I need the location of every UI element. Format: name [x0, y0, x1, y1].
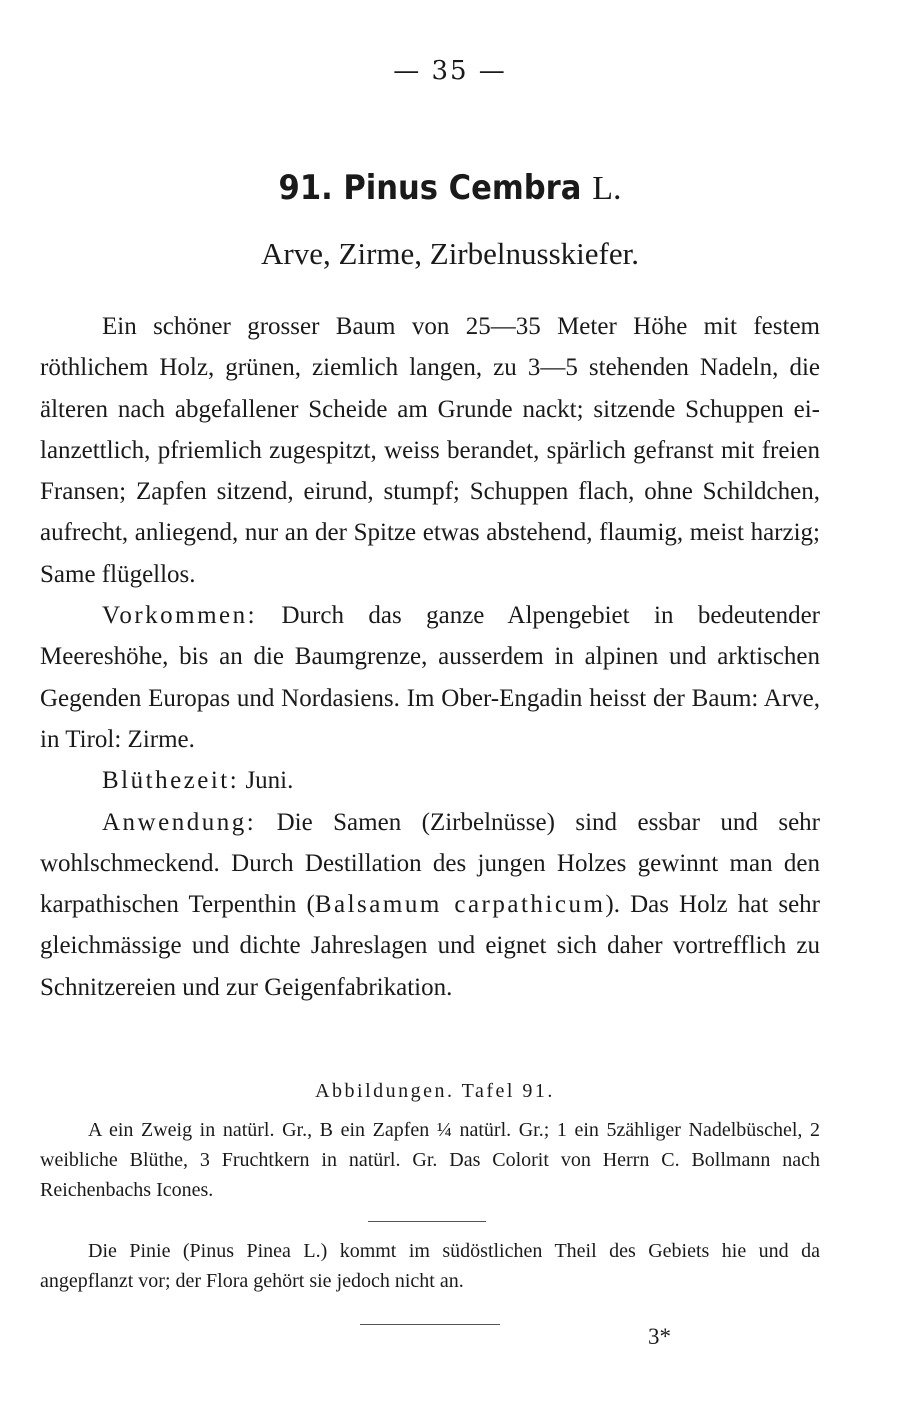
figures-text-1: A ein Zweig in natürl. Gr., B ein Zapfen	[88, 1119, 437, 1141]
usage-latin-name: Balsamum carpathicum	[314, 891, 606, 919]
usage-paragraph	[40, 802, 820, 1008]
usage-text-2: ). Das Holz hat sehr gleichmässige und dichte Jahreslagen und eignet sich daher vortrefflich zu Schnitzereien und zur Geigenfabrikation.	[40, 891, 821, 1001]
page-number: — 35 —	[393, 56, 507, 86]
divider-rule	[368, 1221, 486, 1222]
divider-rule-bottom	[360, 1324, 500, 1325]
usage-text-1: Die Samen (Zirbelnüsse) sind essbar und sehr wohlschmeckend. Durch Destillation des jungen Holzes gewinnt man den karpathischen Terpenthin (	[40, 808, 821, 919]
figures-caption-text	[40, 1115, 820, 1205]
description-paragraph: Ein schöner grosser Baum von 25—35 Meter Höhe mit festem röthlichem Holz, grünen, ziemlich langen, zu 3—5 stehenden Nadeln, die älteren nach abgefallener Scheide am Grunde nackt; sitzende Schuppen ei-lanzettlich, pfriemlich zugespitzt, weiss berandet, spärlich gefranst mit freien Fransen; Zapfen sitzend, eirund, stumpf; Schuppen flach, ohne Schildchen, aufrecht, anliegend, nur an der Spitze etwas abstehend, flaumig, meist harzig; Same flügellos.	[40, 313, 820, 588]
usage-label: Anwendung:	[102, 808, 257, 836]
figures-caption	[40, 1115, 820, 1205]
occurrence-paragraph	[40, 595, 820, 760]
occurrence-label: Vorkommen:	[102, 602, 258, 630]
species-title	[0, 168, 900, 208]
footnote-text: Die Pinie (Pinus Pinea L.) kommt im südöstlichen Theil des Gebiets hie und da angepflanzt vor; der Flora gehört sie jedoch nicht an.	[40, 1240, 820, 1292]
figures-text-2: natürl. Gr.; 1 ein 5zähliger Nadelbüschel, 2 weibliche Blüthe, 3 Fruchtkern in natürl. Gr. Das Colorit von Herrn C. Bollmann nach Reichenbachs Icones.	[40, 1119, 820, 1201]
signature-mark: 3*	[648, 1324, 671, 1349]
footnote	[40, 1236, 820, 1296]
figures-fraction: ¼	[436, 1119, 452, 1141]
common-names: Arve, Zirme, Zirbelnusskiefer.	[261, 236, 639, 271]
figures-title: Abbildungen. Tafel 91.	[315, 1080, 555, 1102]
occurrence-text: Durch das ganze Alpengebiet in bedeutender Meereshöhe, bis an die Baumgrenze, ausserdem in alpinen und arktischen Gegenden Europas und Nordasiens. Im Ober-Engadin heisst der Baum: Arve, in Tirol: Zirme.	[40, 602, 820, 753]
flowering-text: Juni.	[245, 767, 294, 795]
flowering-label: Blüthezeit:	[102, 767, 240, 795]
species-author: L.	[592, 170, 622, 207]
species-name: 91. Pinus Cembra	[278, 168, 582, 208]
flowering-paragraph	[40, 760, 820, 801]
main-text	[40, 306, 820, 1008]
